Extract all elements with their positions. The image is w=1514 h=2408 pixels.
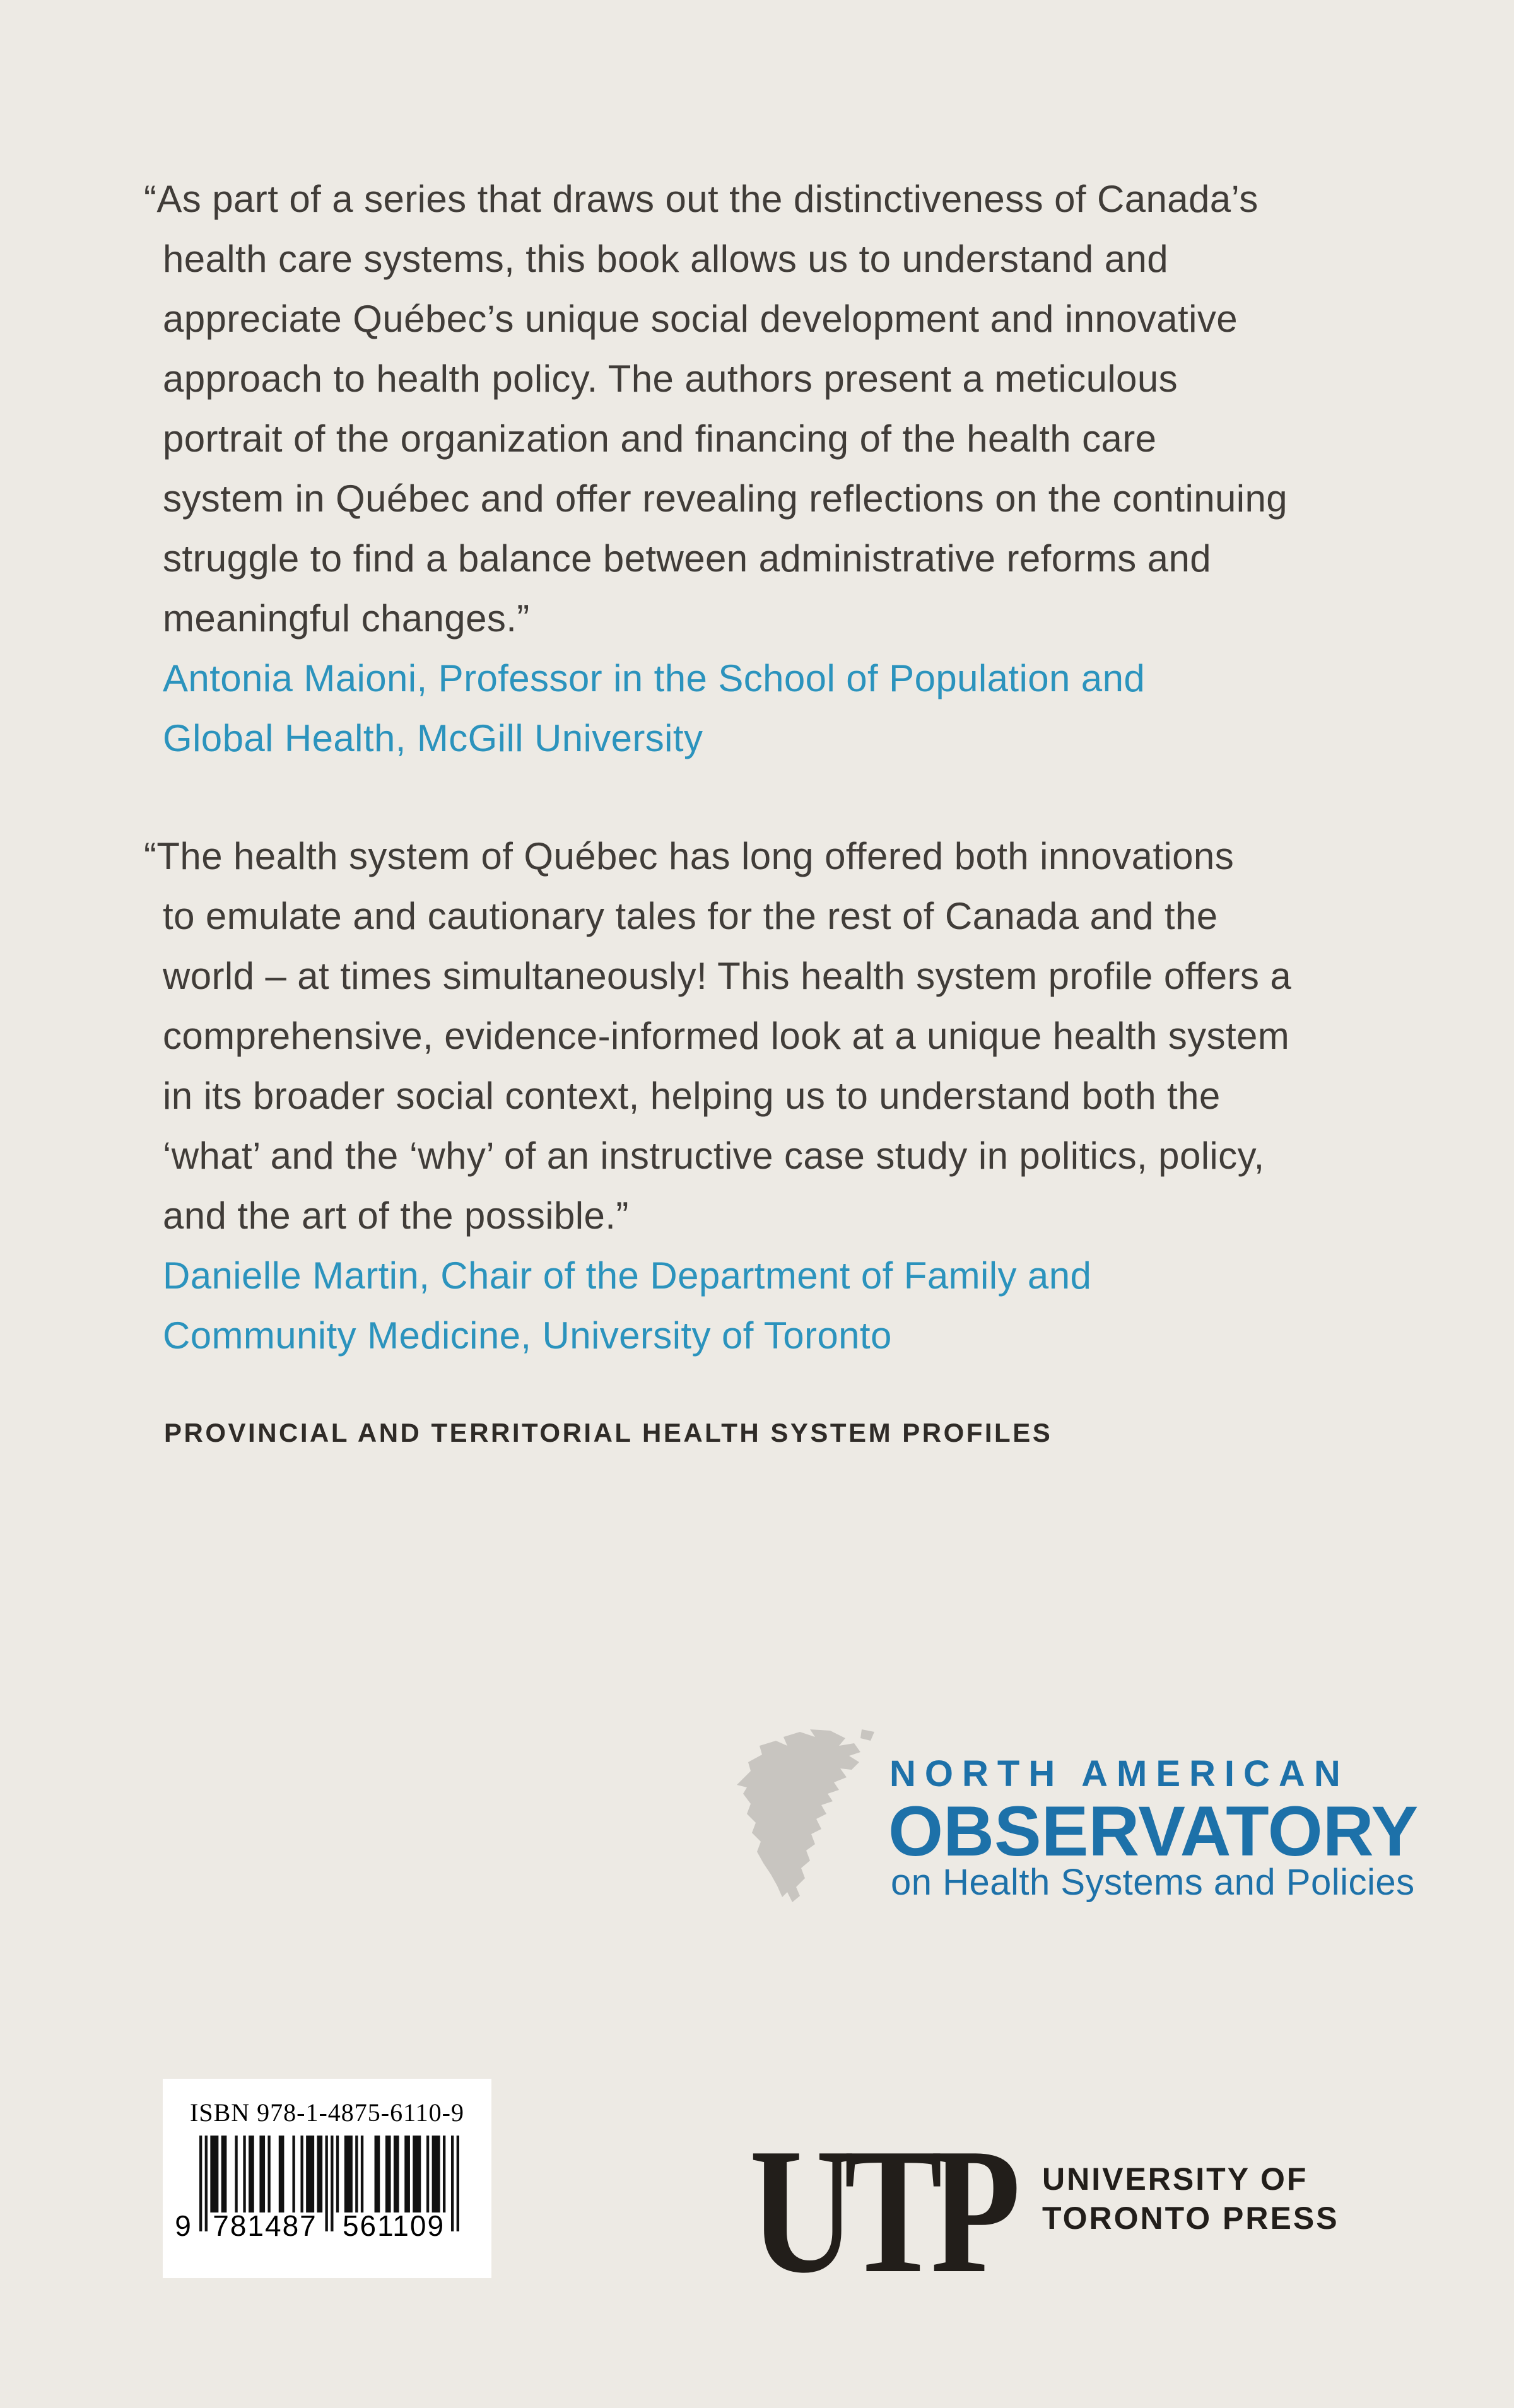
quote-line: system in Québec and offer revealing reflections on the continuing <box>163 477 1288 520</box>
quote-line: and the art of the possible.” <box>163 1195 629 1237</box>
quote-line: health care systems, this book allows us to understand and <box>163 238 1169 280</box>
quote-line: to emulate and cautionary tales for the rest of Canada and the <box>163 895 1218 937</box>
quote-line: meaningful changes.” <box>163 597 530 640</box>
attribution-line: Antonia Maioni, Professor in the School of Population and <box>163 657 1146 699</box>
quote-line: “As part of a series that draws out the distinctiveness of Canada’s <box>144 178 1259 220</box>
quote-line: in its broader social context, helping us to understand both the <box>163 1075 1221 1117</box>
barcode-digit-left: 9 <box>175 2209 192 2242</box>
review-quote-2 <box>144 826 1399 1365</box>
isbn-barcode-panel <box>163 2079 491 2278</box>
review-quote-2-attribution <box>163 1246 1399 1365</box>
isbn-number: ISBN 978-1-4875-6110-9 <box>190 2098 464 2127</box>
quote-line: appreciate Québec’s unique social development and innovative <box>163 298 1238 340</box>
series-title: PROVINCIAL AND TERRITORIAL HEALTH SYSTEM PROFILES <box>164 1418 1053 1447</box>
quote-line: world – at times simultaneously! This health system profile offers a <box>163 955 1292 997</box>
quote-line: “The health system of Québec has long offered both innovations <box>144 835 1235 877</box>
publisher-name <box>1042 2160 1339 2238</box>
quote-line: approach to health policy. The authors present a meticulous <box>163 358 1178 400</box>
attribution-line: Danielle Martin, Chair of the Department of Family and <box>163 1254 1092 1297</box>
quote-line: comprehensive, evidence-informed look at a unique health system <box>163 1015 1290 1057</box>
review-quote-1-text <box>144 169 1399 648</box>
barcode-digit-group2: 561109 <box>342 2209 445 2242</box>
quote-line: struggle to find a balance between administrative reforms and <box>163 537 1211 580</box>
north-america-map-icon <box>727 1727 878 1903</box>
publisher-name-line2: TORONTO PRESS <box>1042 2201 1339 2236</box>
review-quote-2-text <box>144 826 1399 1246</box>
publisher-name-line1: UNIVERSITY OF <box>1042 2161 1308 2197</box>
quote-line: ‘what’ and the ‘why’ of an instructive case study in politics, policy, <box>163 1135 1265 1177</box>
utp-logo-mark: UTP <box>749 2111 1009 2310</box>
observatory-name-line2: OBSERVATORY <box>888 1792 1419 1871</box>
review-quote-1-attribution <box>163 648 1399 768</box>
review-quote-1 <box>144 169 1399 768</box>
attribution-line: Community Medicine, University of Toronto <box>163 1314 892 1357</box>
attribution-line: Global Health, McGill University <box>163 717 703 759</box>
quote-line: portrait of the organization and financing of the health care <box>163 418 1157 460</box>
observatory-tagline: on Health Systems and Policies <box>891 1862 1415 1903</box>
observatory-name-line1: NORTH AMERICAN <box>889 1753 1349 1794</box>
observatory-logo <box>727 1727 1421 1916</box>
barcode-digit-group1: 781487 <box>213 2209 317 2242</box>
